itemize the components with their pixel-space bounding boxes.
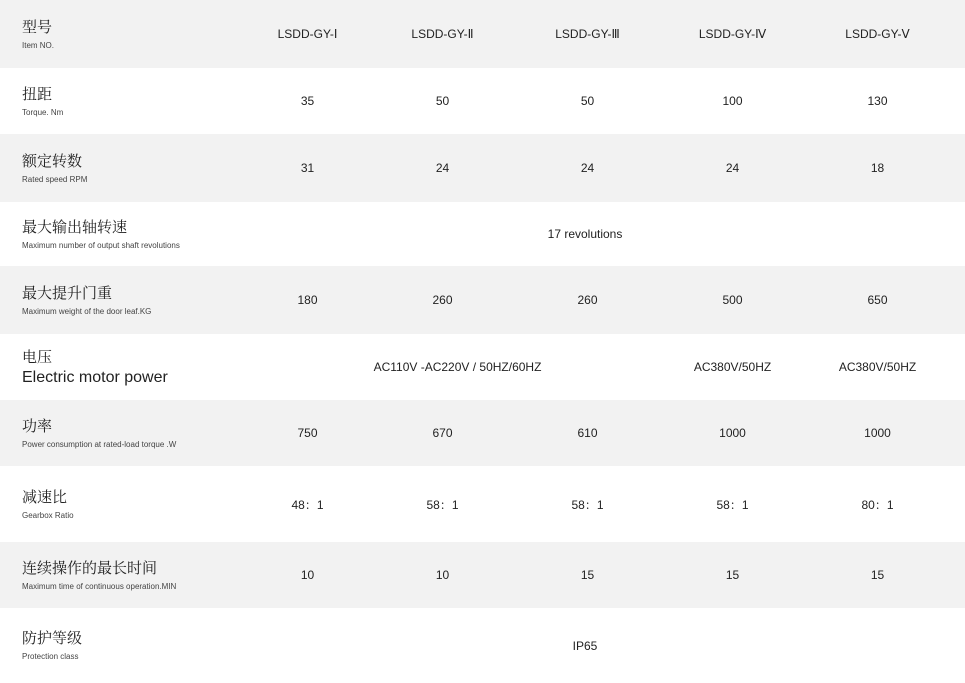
table-cell: 58：1 [426, 497, 459, 512]
table-cell: 650 [867, 293, 888, 307]
table-cell: AC380V/50HZ [838, 360, 917, 374]
table-cell: 24 [435, 161, 450, 175]
table-cell: 1000 [864, 426, 891, 440]
column-header: LSDD-GY-Ⅴ [845, 27, 910, 41]
table-cell: 24 [725, 161, 740, 175]
row-label [22, 202, 180, 266]
column-header: LSDD-GY-Ⅳ [698, 27, 767, 41]
table-row-gearbox-ratio [0, 466, 965, 542]
table-cell: 58：1 [571, 497, 604, 512]
table-cell: 15 [580, 568, 595, 582]
table-cell: 130 [867, 94, 888, 108]
table-cell: 50 [580, 94, 595, 108]
row-label-en: Rated speed RPM [22, 174, 88, 184]
row-label-en: Power consumption at rated-load torque .W [22, 439, 177, 449]
table-row-protection-class [0, 608, 965, 683]
row-label-en: Maximum number of output shaft revolutions [22, 240, 180, 250]
table-cell: 750 [297, 426, 318, 440]
table-cell: 10 [435, 568, 450, 582]
row-label-en: Item NO. [22, 40, 55, 50]
row-label-en: Maximum weight of the door leaf.KG [22, 306, 152, 316]
row-label-cn: 功率 [22, 416, 53, 435]
table-cell: 610 [577, 426, 598, 440]
column-header: LSDD-GY-Ⅲ [555, 27, 620, 41]
table-cell: 15 [725, 568, 740, 582]
table-cell: 1000 [719, 426, 746, 440]
table-row-max-revolutions [0, 202, 965, 266]
column-header: LSDD-GY-Ⅱ [411, 27, 474, 41]
table-row-max-operation-time [0, 542, 965, 608]
table-cell-merged: AC110V -AC220V / 50HZ/60HZ [373, 360, 542, 374]
row-label-cn: 扭距 [22, 84, 53, 103]
table-cell: 10 [300, 568, 315, 582]
table-cell: 500 [722, 293, 743, 307]
table-row-voltage [0, 334, 965, 400]
table-cell: 24 [580, 161, 595, 175]
table-row-max-weight [0, 266, 965, 334]
table-cell: 48：1 [291, 497, 324, 512]
table-cell: 31 [300, 161, 315, 175]
table-cell: 670 [432, 426, 453, 440]
row-label-cn: 减速比 [22, 487, 68, 506]
table-row-rated-speed [0, 134, 965, 202]
table-cell: AC380V/50HZ [693, 360, 772, 374]
table-cell: 35 [300, 94, 315, 108]
row-label-cn: 防护等级 [22, 629, 83, 647]
row-label [22, 334, 168, 400]
row-label [22, 400, 176, 466]
row-label [22, 68, 63, 134]
row-label-en: Gearbox Ratio [22, 510, 74, 520]
table-row-power [0, 400, 965, 466]
table-cell: 260 [577, 293, 598, 307]
table-cell: 260 [432, 293, 453, 307]
row-label [22, 134, 87, 202]
table-cell: 18 [870, 161, 885, 175]
row-label-cn: 额定转数 [22, 151, 83, 170]
column-header: LSDD-GY-Ⅰ [277, 27, 338, 41]
row-label-cn: 最大提升门重 [22, 283, 113, 302]
table-cell: 100 [722, 94, 743, 108]
row-label-cn: 连续操作的最长时间 [22, 558, 158, 577]
row-label-cn: 型号 [22, 17, 53, 36]
row-label [22, 542, 176, 608]
table-row-item-no [0, 0, 965, 68]
row-label-en: Protection class [22, 652, 79, 661]
table-cell: 58：1 [716, 497, 749, 512]
row-label-cn: 电压 [22, 347, 53, 366]
row-label [22, 266, 151, 334]
row-label [22, 466, 74, 542]
table-cell: 15 [870, 568, 885, 582]
row-label-en: Electric motor power [22, 368, 168, 386]
table-cell: 180 [297, 293, 318, 307]
row-label [22, 608, 82, 683]
row-label [22, 0, 54, 68]
table-row-torque [0, 68, 965, 134]
table-cell: 80：1 [861, 497, 894, 512]
table-cell: 50 [435, 94, 450, 108]
row-label-cn: 最大输出轴转速 [22, 217, 128, 236]
table-cell-merged: IP65 [572, 638, 598, 653]
row-label-en: Torque. Nm [22, 107, 64, 117]
table-cell-merged: 17 revolutions [547, 227, 623, 241]
row-label-en: Maximum time of continuous operation.MIN [22, 581, 177, 591]
